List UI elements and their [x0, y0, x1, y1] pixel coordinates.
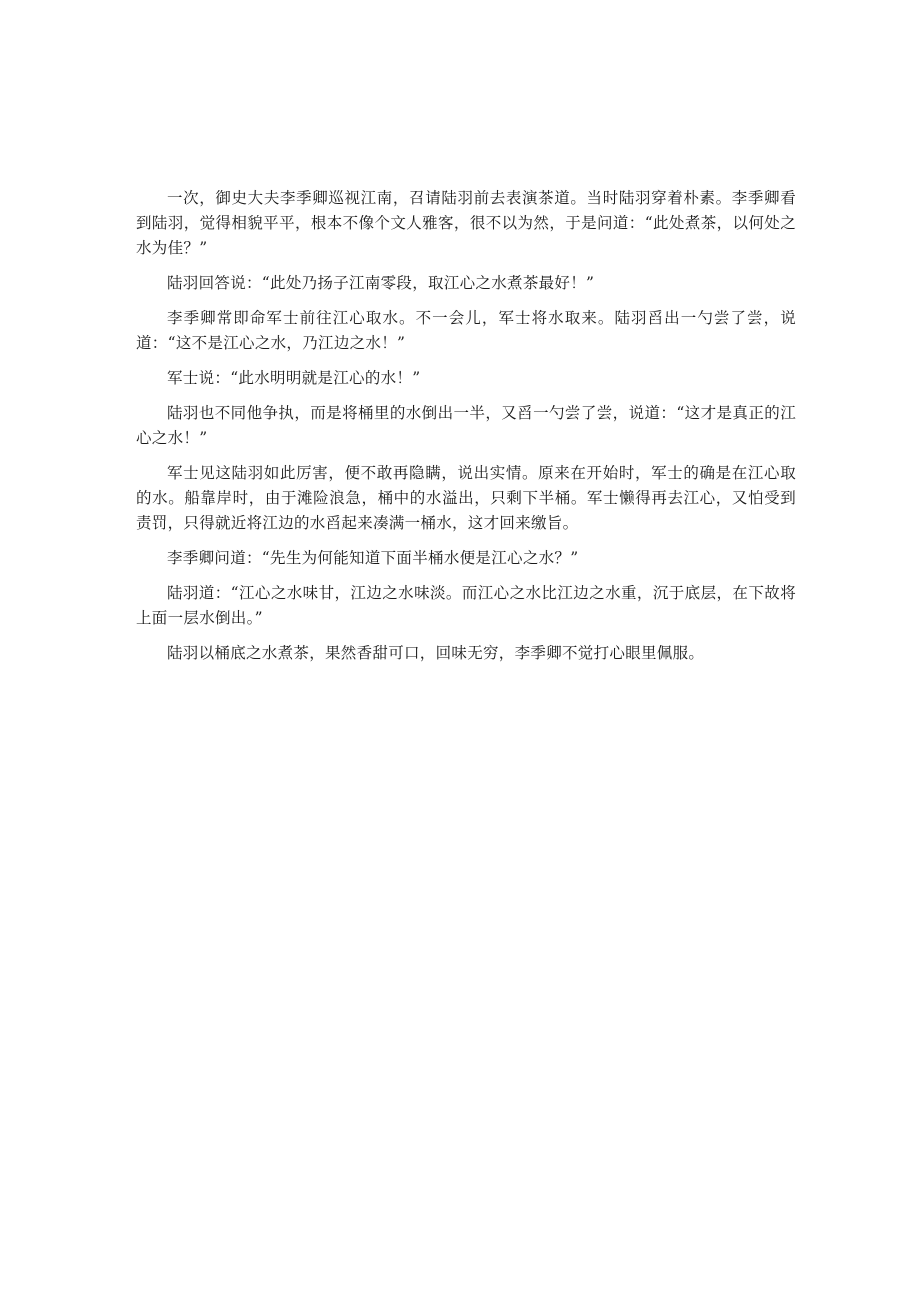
paragraph-1: 一次，御史大夫李季卿巡视江南，召请陆羽前去表演茶道。当时陆羽穿着朴素。李季卿看到陆羽，觉得相貌平平，根本不像个文人雅客，很不以为然，于是问道：“此处煮茶，以何处之水为佳？” [136, 189, 796, 257]
document-body [136, 186, 796, 676]
paragraph-5: 陆羽也不同他争执，而是将桶里的水倒出一半，又舀一勺尝了尝，说道：“这才是真正的江心之水！” [136, 404, 796, 447]
paragraph-2: 陆羽回答说：“此处乃扬子江南零段，取江心之水煮茶最好！” [167, 274, 595, 292]
paragraph-4: 军士说：“此水明明就是江心的水！” [167, 369, 421, 387]
paragraph-8: 陆羽道：“江心之水味甘，江边之水味淡。而江心之水比江边之水重，沉于底层，在下故将上面一层水倒出。” [136, 584, 796, 627]
paragraph-6: 军士见这陆羽如此厉害，便不敢再隐瞒，说出实情。原来在开始时，军士的确是在江心取的水。船靠岸时，由于滩险浪急，桶中的水溢出，只剩下半桶。军士懒得再去江心，又怕受到责罚，只得就近将江边的水舀起来凑满一桶水，这才回来缴旨。 [136, 464, 796, 532]
paragraph-3: 李季卿常即命军士前往江心取水。不一会儿，军士将水取来。陆羽舀出一勺尝了尝，说道：“这不是江心之水，乃江边之水！” [136, 309, 796, 352]
paragraph-7: 李季卿问道：“先生为何能知道下面半桶水便是江心之水？” [167, 549, 579, 567]
paragraph-9: 陆羽以桶底之水煮茶，果然香甜可口，回味无穷，李季卿不觉打心眼里佩服。 [167, 644, 705, 662]
